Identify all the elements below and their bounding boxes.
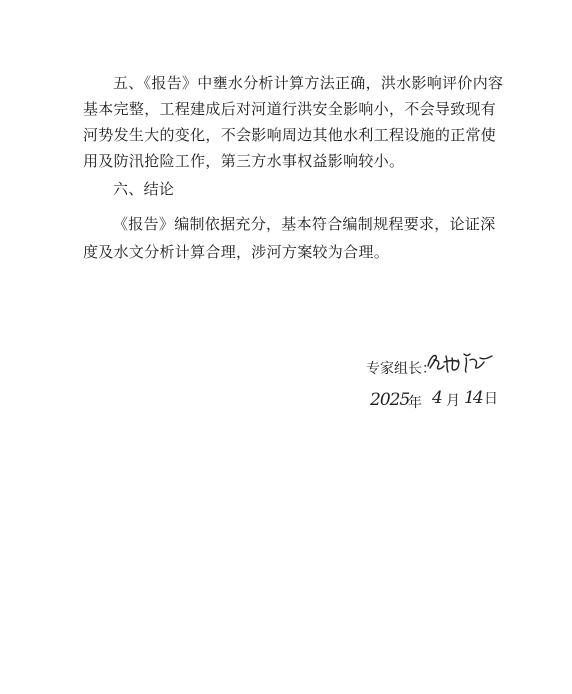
handwritten-signature: [424, 348, 496, 378]
signature-block: [366, 354, 546, 424]
expert-leader-label: 专家组长：: [366, 361, 436, 377]
paragraph-item-5: 五、《报告》中壅水分析计算方法正确，洪水影响评价内容基本完整，工程建成后对河道行洪安全影响小，不会导致现有河势发生大的变化，不会影响周边其他水利工程设施的正常使用及防汛抢险工作，第三方水事权益影响较小。: [83, 74, 504, 170]
date-month-unit: 月: [446, 393, 460, 409]
date-year-unit: 年: [408, 395, 422, 411]
date-year: 2025: [370, 390, 410, 410]
date-day-unit: 日: [484, 391, 498, 407]
conclusion-paragraph: 《报告》编制依据充分，基本符合编制规程要求，论证深度及水文分析计算合理，涉河方案较为合理。: [83, 215, 496, 261]
signature-date: [370, 388, 510, 418]
document-body: [83, 70, 505, 266]
section-heading-conclusion: 六、结论: [113, 180, 175, 198]
date-day: 14: [464, 388, 482, 408]
date-month: 4: [432, 388, 443, 408]
